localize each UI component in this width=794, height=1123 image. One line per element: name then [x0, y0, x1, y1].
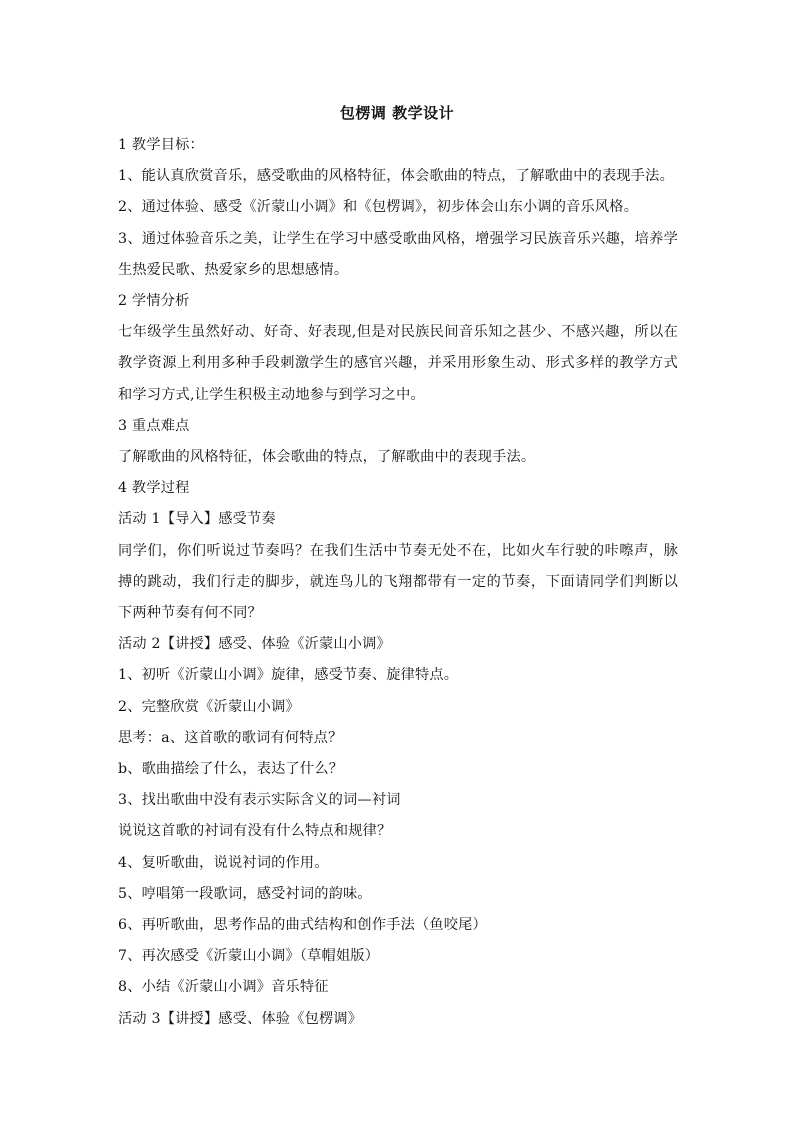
activity-2-question-a: 思考：a、这首歌的歌词有何特点？ — [118, 729, 343, 746]
analysis-paragraph: 七年级学生虽然好动、好奇、好表现,但是对民族民间音乐知之甚少、不感兴趣，所以在教学资源上利用多种手段刺激学生的感官兴趣，并采用形象生动、形式多样的教学方式和学习方式,让学生积极主动地参与到学习之中。 — [118, 324, 678, 403]
objective-item-1: 1、能认真欣赏音乐，感受歌曲的风格特征，体会歌曲的特点，了解歌曲中的表现手法。 — [118, 168, 674, 185]
section-heading-objectives: 1 教学目标： — [118, 137, 204, 153]
activity-1-heading: 活动 1【导入】感受节奏 — [118, 511, 276, 528]
activity-2-step-1: 1、初听《沂蒙山小调》旋律，感受节奏、旋律特点。 — [118, 667, 459, 684]
activity-2-step-6: 6、再听歌曲，思考作品的曲式结构和创作手法（鱼咬尾） — [118, 917, 487, 934]
activity-3-heading: 活动 3【讲授】感受、体验《包楞调》 — [118, 1010, 363, 1027]
activity-2-step-5: 5、哼唱第一段歌词，感受衬词的韵味。 — [118, 885, 372, 902]
activity-2-question-b: b、歌曲描绘了什么，表达了什么？ — [118, 761, 344, 778]
activity-2-step-2: 2、完整欣赏《沂蒙山小调》 — [118, 698, 300, 715]
section-heading-process: 4 教学过程 — [118, 480, 190, 497]
activity-2-step-3-question: 说说这首歌的衬词有没有什么特点和规律？ — [118, 823, 392, 840]
activity-2-heading: 活动 2【讲授】感受、体验《沂蒙山小调》 — [118, 636, 391, 653]
activity-2-step-3: 3、找出歌曲中没有表示实际含义的词—衬词 — [118, 792, 401, 809]
activity-2-step-7: 7、再次感受《沂蒙山小调》（草帽姐版） — [118, 948, 380, 965]
activity-1-paragraph: 同学们，你们听说过节奏吗？在我们生活中节奏无处不在，比如火车行驶的咔嚓声，脉搏的跳动，我们行走的脚步，就连鸟儿的飞翔都带有一定的节奏，下面请同学们判断以下两种节奏有何不同？ — [118, 542, 678, 622]
section-heading-analysis: 2 学情分析 — [118, 293, 190, 310]
objective-item-3: 3、通过体验音乐之美，让学生在学习中感受歌曲风格，增强学习民族音乐兴趣，培养学生热爱民歌、热爱家乡的思想感情。 — [118, 230, 678, 278]
objective-item-2: 2、通过体验、感受《沂蒙山小调》和《包楞调》，初步体会山东小调的音乐风格。 — [118, 199, 639, 216]
document-body — [118, 130, 678, 1035]
section-heading-key-points: 3 重点难点 — [118, 417, 190, 434]
document-title: 包楞调 教学设计 — [339, 104, 455, 122]
key-points-text: 了解歌曲的风格特征，体会歌曲的特点，了解歌曲中的表现手法。 — [118, 449, 536, 466]
activity-2-step-4: 4、复听歌曲，说说衬词的作用。 — [118, 854, 329, 871]
activity-2-step-8: 8、小结《沂蒙山小调》音乐特征 — [118, 979, 329, 996]
